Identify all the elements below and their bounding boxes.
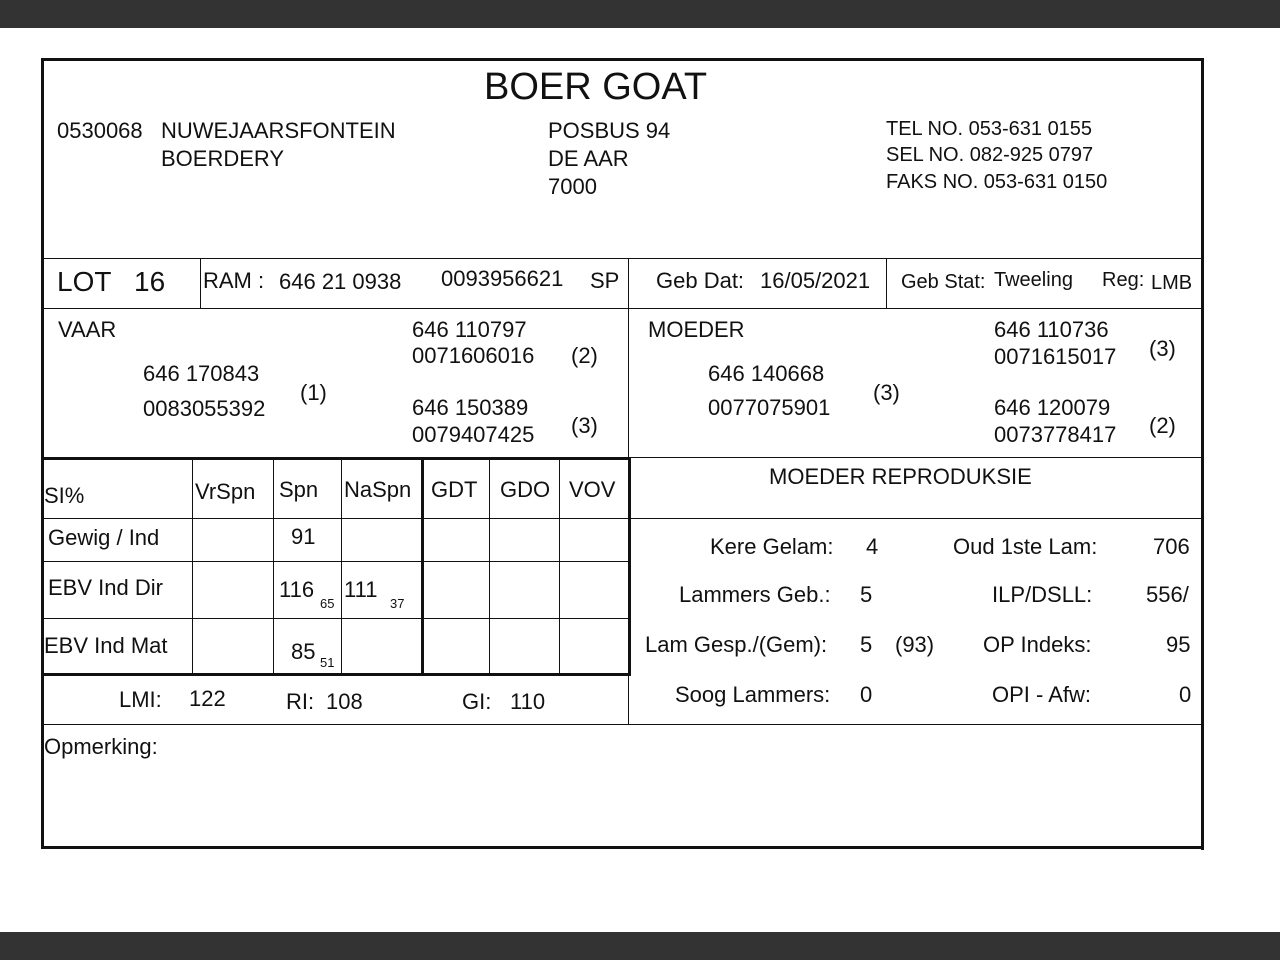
perf-col-divider-3 [341,458,342,674]
divider-indices [628,674,629,724]
lammers-geb-label: Lammers Geb.: [679,582,831,607]
geb-dat-label: Geb Dat: [656,268,745,293]
lammers-geb-value: 5 [860,582,873,607]
reg-value: LMB [1151,272,1193,294]
frame-left [41,58,44,848]
moeder-dam-id: 646 120079 [994,395,1111,420]
bottom-dark-bar [0,932,1280,960]
soog-lammers-value: 0 [860,682,873,707]
perf-col-divider-4 [421,458,424,674]
frame-top [41,58,1204,61]
moeder-dam-mark: (2) [1149,413,1176,438]
vaar-dam-mark: (3) [571,413,598,438]
vaar-label: VAAR [58,317,117,342]
ri-label: RI: [286,689,315,714]
ram-number: 0093956621 [441,266,564,291]
moeder-sire-number: 0071615017 [994,344,1117,369]
ram-id: 646 21 0938 [279,269,402,294]
moeder-id: 646 140668 [708,361,825,386]
ilp-dsll-label: ILP/DSLL: [992,582,1093,607]
frame-bottom [41,846,1201,849]
vaar-sire-mark: (2) [571,343,598,368]
vaar-sire-number: 0071606016 [412,343,535,368]
moeder-mark: (3) [873,380,900,405]
address-line2: DE AAR [548,146,629,171]
sel-number: SEL NO. 082-925 0797 [886,144,1094,166]
lot-label: LOT [57,266,112,297]
repro-title: MOEDER REPRODUKSIE [769,464,1032,489]
ilp-dsll-value: 556/ [1146,582,1189,607]
geb-dat-value: 16/05/2021 [760,268,871,293]
farm-name-line1: NUWEJAARSFONTEIN [161,118,396,143]
top-dark-bar [0,0,1280,28]
frame-right [1201,58,1204,850]
lam-gesp-value: 5 [860,632,873,657]
perf-header-vrspn: VrSpn [195,479,256,504]
vaar-dam-id: 646 150389 [412,395,529,420]
perf-row-label: Gewig / Ind [48,525,160,550]
perf-header-naspn: NaSpn [344,477,412,502]
divider-indices-bottom [43,724,1202,725]
perf-cell-spn-sub: 51 [320,655,335,670]
vaar-mark: (1) [300,380,327,405]
perf-table-right [628,458,631,674]
perf-cell-spn: 91 [291,524,316,549]
geb-stat-value: Tweeling [994,269,1073,291]
perf-corner: SI% [44,483,85,508]
lmi-value: 122 [189,686,226,711]
moeder-sire-mark: (3) [1149,336,1176,361]
gi-label: GI: [462,689,492,714]
perf-cell-spn: 85 [291,639,316,664]
vaar-number: 0083055392 [143,396,266,421]
kere-gelam-label: Kere Gelam: [710,534,834,559]
lot-number: 16 [134,266,166,297]
divider-pedigree [628,308,629,458]
moeder-number: 0077075901 [708,395,831,420]
perf-row-divider-3 [43,618,631,619]
oud-1ste-lam-value: 706 [1153,534,1190,559]
opmerking-label: Opmerking: [44,734,158,759]
tel-number: TEL NO. 053-631 0155 [886,118,1093,140]
geb-stat-label: Geb Stat: [901,271,986,293]
vaar-id: 646 170843 [143,361,260,386]
perf-cell-naspn: 111 [344,577,378,602]
kere-gelam-value: 4 [866,534,879,559]
ram-code: SP [590,268,620,293]
lam-gesp-label: Lam Gesp./(Gem): [645,632,828,657]
oud-1ste-lam-label: Oud 1ste Lam: [953,534,1098,559]
opi-afw-label: OPI - Afw: [992,682,1092,707]
perf-row-divider-2 [43,561,631,562]
address-line3: 7000 [548,174,597,199]
perf-row-divider-1 [43,518,631,519]
divider-lot-bottom [43,308,1202,309]
soog-lammers-label: Soog Lammers: [675,682,831,707]
moeder-label: MOEDER [648,317,745,342]
perf-table-bottom [43,673,631,676]
opi-afw-value: 0 [1179,682,1192,707]
lam-gesp-gem: (93) [895,632,935,657]
page-title: BOER GOAT [484,66,708,108]
perf-col-divider-5 [489,458,490,674]
perf-col-divider-1 [192,458,193,674]
farm-code: 0530068 [57,118,143,143]
reg-label: Reg: [1102,269,1145,291]
perf-cell-spn: 116 [279,577,315,602]
perf-cell-naspn-sub: 37 [390,596,405,611]
divider-date-stat [886,258,887,308]
divider-lot-ram [200,258,201,308]
divider-repro-top [630,457,1202,458]
perf-header-gdt: GDT [431,477,478,502]
perf-header-gdo: GDO [500,477,551,502]
ri-value: 108 [326,689,363,714]
perf-table-top [43,457,631,460]
divider-lot-top [43,258,1202,259]
farm-name-line2: BOERDERY [161,146,285,171]
divider-ram-date [628,258,629,308]
address-line1: POSBUS 94 [548,118,671,143]
perf-header-spn: Spn [279,477,319,502]
perf-col-divider-6 [559,458,560,674]
faks-number: FAKS NO. 053-631 0150 [886,171,1108,193]
perf-col-divider-2 [273,458,274,674]
op-indeks-value: 95 [1166,632,1191,657]
repro-title-divider [630,518,1202,519]
perf-row-label: EBV Ind Dir [48,575,163,600]
vaar-sire-id: 646 110797 [412,317,527,342]
lmi-label: LMI: [119,687,162,712]
moeder-dam-number: 0073778417 [994,422,1117,447]
perf-cell-spn-sub: 65 [320,596,335,611]
perf-row-label: EBV Ind Mat [44,633,168,658]
moeder-sire-id: 646 110736 [994,317,1109,342]
gi-value: 110 [510,689,546,714]
vaar-dam-number: 0079407425 [412,422,535,447]
perf-header-vov: VOV [569,477,616,502]
ram-label: RAM : [203,268,265,293]
op-indeks-label: OP Indeks: [983,632,1092,657]
